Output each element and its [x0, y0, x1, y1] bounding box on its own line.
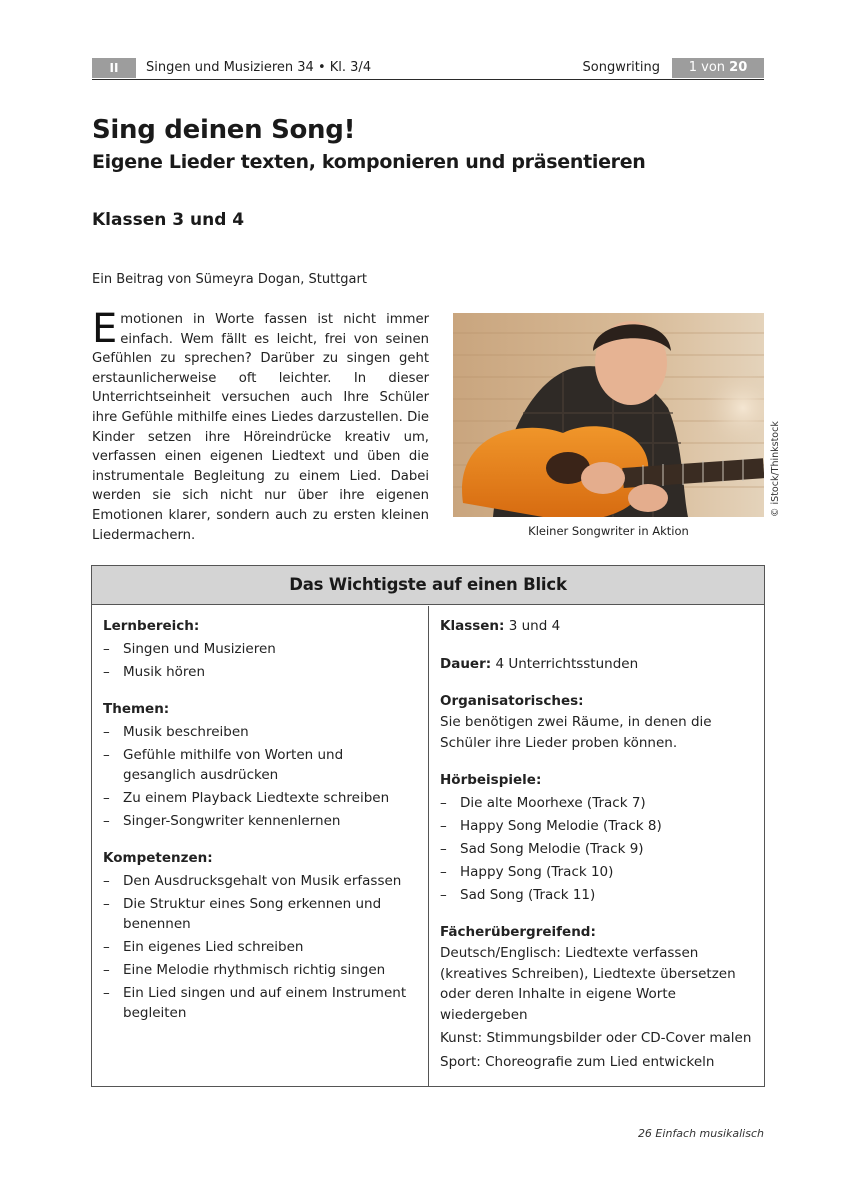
list-item: – Singer-Songwriter kennenlernen — [103, 811, 417, 831]
photo-boy-guitar — [453, 313, 764, 517]
page-sep: von — [701, 60, 726, 75]
list-item: – Sad Song Melodie (Track 9) — [440, 839, 753, 859]
running-header — [92, 58, 764, 80]
list-item: – Ein eigenes Lied schreiben — [103, 937, 417, 957]
page-footer: 26 Einfach musikalisch — [637, 1127, 764, 1140]
section-klassen — [440, 616, 753, 637]
section-organisatorisches — [440, 691, 753, 753]
overview-left-column — [92, 606, 429, 1086]
list-item: – Singen und Musizieren — [103, 639, 417, 659]
list-item: – Die alte Moorhexe (Track 7) — [440, 793, 753, 813]
section-kompetenzen — [103, 848, 417, 1023]
list-item: – Ein Lied singen und auf einem Instrument begleiten — [103, 983, 417, 1023]
page-subtitle: Eigene Lieder texten, komponieren und präsentieren — [92, 151, 646, 173]
list-item: – Die Struktur eines Song erkennen und benennen — [103, 894, 417, 934]
faecher-line: Deutsch/Englisch: Liedtexte verfassen (kreatives Schreiben), Liedtexte übersetzen oder deren Inhalte in eigene Worte wiedergeben — [440, 945, 736, 1023]
topic-label: Songwriting — [582, 60, 660, 75]
page-indicator — [672, 58, 764, 78]
author-byline: Ein Beitrag von Sümeyra Dogan, Stuttgart — [92, 272, 367, 287]
faecher-line: Kunst: Stimmungsbilder oder CD-Cover malen — [440, 1030, 752, 1046]
dauer-value: 4 Unterrichtsstunden — [495, 655, 639, 672]
series-title: Singen und Musizieren 34 • Kl. 3/4 — [146, 60, 372, 75]
intro-paragraph — [92, 306, 429, 545]
section-badge: II — [92, 58, 136, 78]
kompetenzen-label: Kompetenzen: — [103, 850, 213, 866]
photo-illustration — [453, 313, 764, 517]
hoerbeispiele-list — [440, 793, 753, 905]
section-hoerbeispiele — [440, 770, 753, 905]
faecher-line: Sport: Choreografie zum Lied entwickeln — [440, 1053, 715, 1070]
list-item: – Happy Song Melodie (Track 8) — [440, 816, 753, 836]
lernbereich-list — [103, 639, 417, 682]
organisatorisches-text: Sie benötigen zwei Räume, in denen die Schüler ihre Lieder proben können. — [440, 714, 712, 751]
list-item: – Sad Song (Track 11) — [440, 885, 753, 905]
klassen-value: 3 und 4 — [508, 618, 561, 634]
section-faecheruebergreifend — [440, 922, 753, 1072]
overview-heading: Das Wichtigste auf einen Blick — [92, 566, 764, 605]
themen-list — [103, 722, 417, 831]
grades-heading: Klassen 3 und 4 — [92, 210, 245, 230]
dauer-label: Dauer: — [440, 655, 492, 672]
faecheruebergreifend-label: Fächerübergreifend: — [440, 924, 596, 940]
lernbereich-label: Lernbereich: — [103, 618, 200, 634]
hoerbeispiele-label: Hörbeispiele: — [440, 772, 542, 788]
list-item: – Eine Melodie rhythmisch richtig singen — [103, 960, 417, 980]
intro-text: motionen in Worte fassen ist nicht immer einfach. Wem fällt es leicht, frei von seinen Gefühlen zu sprechen? Darüber zu singen geht erstaunlicherweise oft leichter. In dieser Unterrichtseinheit versuchen auch Ihre Schüler ihre Gefühle mithilfe eines Liedes darzustellen. Die Kinder setzen ihre Höreindrücke kreativ um, verfassen einen eigenen Liedtext und üben die instrumentale Begleitung zu einem Lied. Dabei werden sie sich nicht nur über ihre eigenen Emotionen klarer, sondern auch zu ersten kleinen Liedermachern. — [92, 312, 429, 543]
list-item: – Gefühle mithilfe von Worten und gesanglich ausdrücken — [103, 745, 417, 785]
page-current: 1 — [688, 60, 697, 75]
photo-credit: © iStock/Thinkstock — [770, 421, 781, 517]
themen-label: Themen: — [103, 701, 170, 717]
klassen-label: Klassen: — [440, 618, 505, 634]
list-item: – Zu einem Playback Liedtexte schreiben — [103, 788, 417, 808]
section-lernbereich — [103, 616, 417, 682]
list-item: – Den Ausdrucksgehalt von Musik erfassen — [103, 871, 417, 891]
page-total: 20 — [729, 60, 748, 75]
list-item: – Musik beschreiben — [103, 722, 417, 742]
organisatorisches-label: Organisatorisches: — [440, 693, 584, 709]
kompetenzen-list — [103, 871, 417, 1023]
page-title: Sing deinen Song! — [92, 115, 356, 145]
overview-right-column — [429, 606, 764, 1086]
list-item: – Musik hören — [103, 662, 417, 682]
list-item: – Happy Song (Track 10) — [440, 862, 753, 882]
photo-caption: Kleiner Songwriter in Aktion — [528, 524, 689, 538]
section-dauer — [440, 654, 753, 675]
section-themen — [103, 699, 417, 831]
overview-box — [91, 565, 765, 1087]
dropcap: E — [92, 306, 118, 352]
